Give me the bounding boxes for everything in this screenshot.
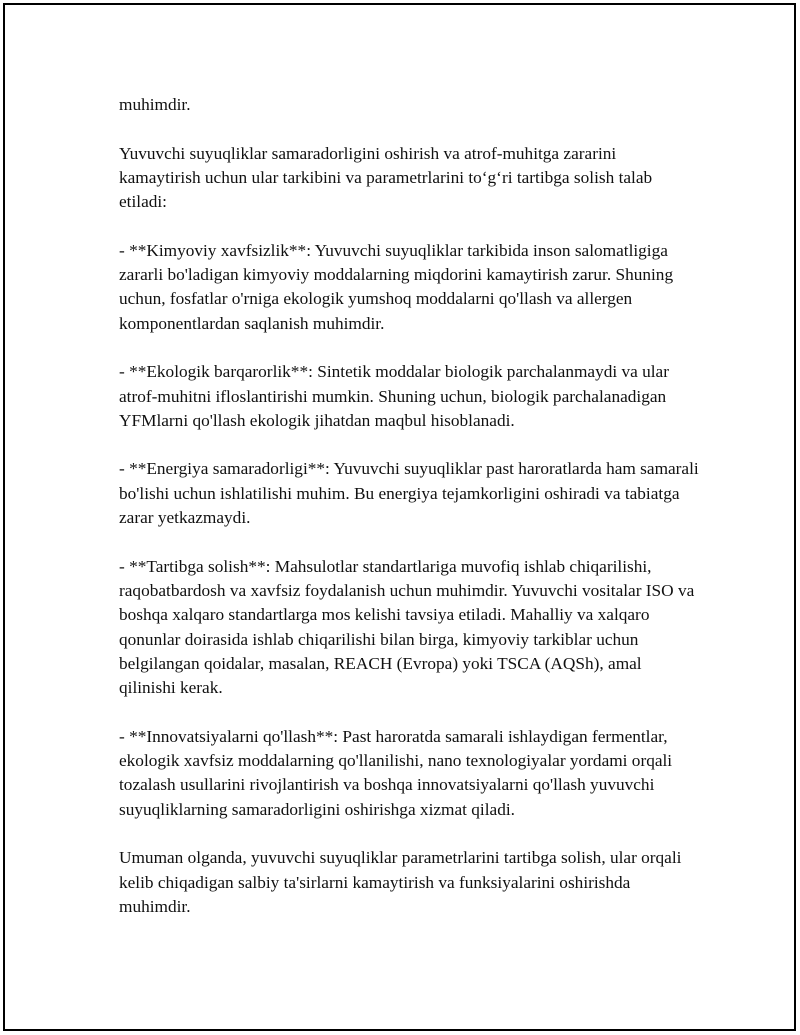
paragraph-intro: Yuvuvchi suyuqliklar samaradorligini oshirish va atrof-muhitga zararini kamaytirish uchun ular tarkibini va parametrlarini to‘g‘ri tartibga solish talab etiladi: xyxy=(119,143,653,212)
paragraph-continuation: muhimdir. xyxy=(119,95,191,114)
paragraph-conclusion: Umuman olganda, yuvuvchi suyuqliklar parametrlarini tartibga solish, ular orqali kelib chiqadigan salbiy ta'sirlarni kamaytirish va funksiyalarini oshirishda muhimdir. xyxy=(119,848,682,916)
document-body xyxy=(119,93,699,943)
list-item-innovation: - **Innovatsiyalarni qo'llash**: Past haroratda samarali ishlaydigan fermentlar, ekologik xavfsiz moddalarning qo'llanilishi, nano texnologiyalar yordami orqali tozalash usullarini rivojlantirish va boshqa innovatsiyalarni qo'llash yuvuvchi suyuqliklarning samaradorligini oshirishga xizmat qiladi. xyxy=(119,726,673,819)
list-item-regulation: - **Tartibga solish**: Mahsulotlar standartlariga muvofiq ishlab chiqarilishi, raqobatbardosh va xavfsiz foydalanish uchun muhimdir. Yuvuvchi vositalar ISO va boshqa xalqaro standartlarga mos kelishi tavsiya etiladi. Mahalliy va xalqaro qonunlar doirasida ishlab chiqarilishi bilan birga, kimyoviy tarkiblar uchun belgilangan qoidalar, masalan, REACH (Evropa) yoki TSCA (AQSh), amal qilinishi kerak. xyxy=(119,556,695,698)
document-page xyxy=(3,3,796,1031)
list-item-ecological-sustainability: - **Ekologik barqarorlik**: Sintetik moddalar biologik parchalanmaydi va ular atrof-muhitni ifloslantirishi mumkin. Shuning uchun, biologik parchalanadigan YFMlarni qo'llash ekologik jihatdan maqbul hisoblanadi. xyxy=(119,362,669,430)
list-item-chemical-safety: - **Kimyoviy xavfsizlik**: Yuvuvchi suyuqliklar tarkibida inson salomatligiga zararli bo'ladigan kimyoviy moddalarning miqdorini kamaytirish zarur. Shuning uchun, fosfatlar o'rniga ekologik yumshoq moddalarni qo'llash va allergen komponentlardan saqlanish muhimdir. xyxy=(119,240,674,333)
list-item-energy-efficiency: - **Energiya samaradorligi**: Yuvuvchi suyuqliklar past haroratlarda ham samarali bo'lishi uchun ishlatilishi muhim. Bu energiya tejamkorligini oshiradi va tabiatga zarar yetkazmaydi. xyxy=(119,459,699,528)
